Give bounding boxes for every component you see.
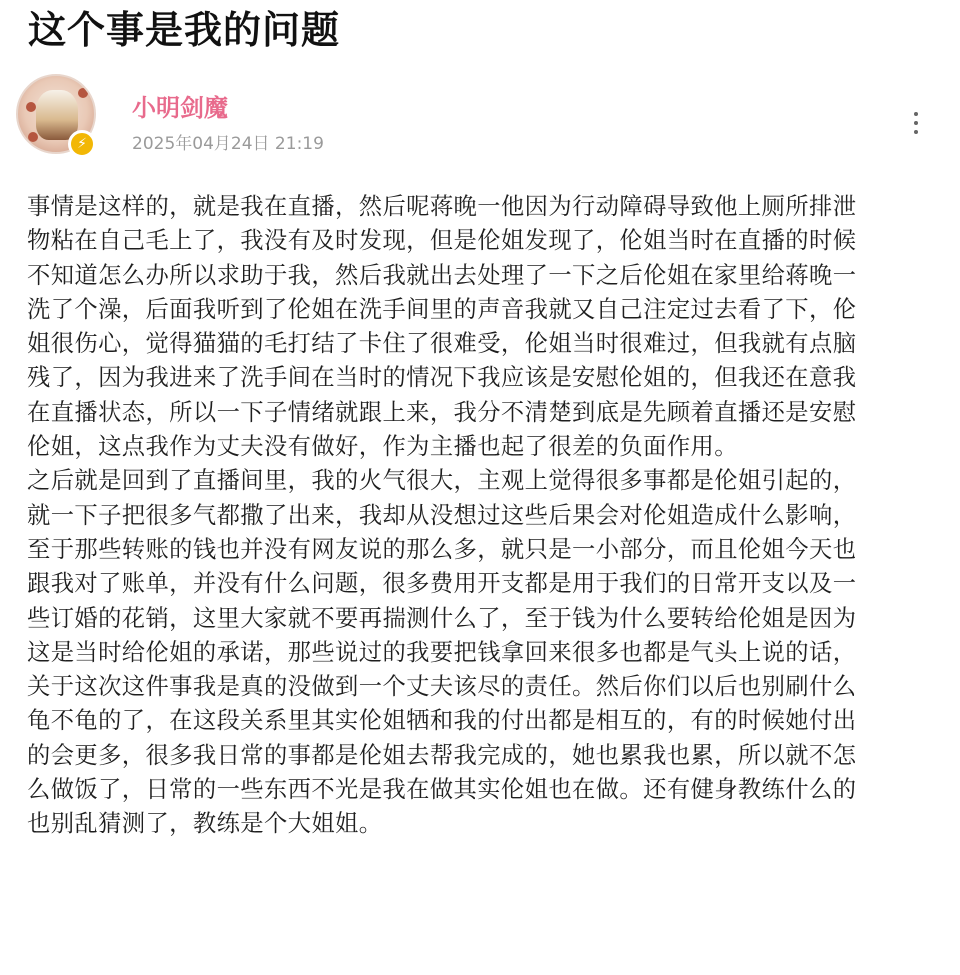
- body-line: 跟我对了账单，并没有什么问题，很多费用开支都是用于我们的日常开支以及一: [27, 570, 857, 598]
- lightning-badge-icon: ⚡: [68, 130, 96, 158]
- body-line: 龟不龟的了，在这段关系里其实伦姐牺和我的付出都是相互的，有的时候她付出: [27, 707, 857, 735]
- body-line: 残了，因为我进来了洗手间在当时的情况下我应该是安慰伦姐的，但我还在意我: [27, 364, 857, 392]
- author-name[interactable]: 小明剑魔: [132, 94, 228, 122]
- body-line: 不知道怎么办所以求助于我，然后我就出去处理了一下之后伦姐在家里给蒋晚一: [27, 261, 857, 289]
- body-line: 姐很伤心，觉得猫猫的毛打结了卡住了很难受，伦姐当时很难过，但我就有点脑: [27, 330, 857, 358]
- body-line: 的会更多，很多我日常的事都是伦姐去帮我完成的，她也累我也累，所以就不怎: [27, 741, 857, 769]
- body-line: 至于那些转账的钱也并没有网友说的那么多，就只是一小部分，而且伦姐今天也: [27, 535, 857, 563]
- avatar-decoration-icon: [26, 102, 36, 112]
- body-line: 物粘在自己毛上了，我没有及时发现，但是伦姐发现了，伦姐当时在直播的时候: [27, 227, 857, 255]
- body-line: 么做饭了，日常的一些东西不光是我在做其实伦姐也在做。还有健身教练什么的: [27, 776, 857, 804]
- post-timestamp: 2025年04月24日 21:19: [132, 134, 324, 154]
- post-title: 这个事是我的问题: [28, 8, 341, 52]
- body-line: 洗了个澡，后面我听到了伦姐在洗手间里的声音我就又自己注定过去看了下，伦: [27, 295, 857, 323]
- body-line: 关于这次这件事我是真的没做到一个丈夫该尽的责任。然后你们以后也别刷什么: [27, 673, 857, 701]
- body-line: 在直播状态，所以一下子情绪就跟上来，我分不清楚到底是先顾着直播还是安慰: [27, 398, 857, 426]
- avatar-decoration-icon: [28, 132, 38, 142]
- avatar-decoration-icon: [78, 88, 88, 98]
- avatar-figure-icon: [36, 90, 78, 140]
- body-line: 事情是这样的，就是我在直播，然后呢蒋晚一他因为行动障碍导致他上厕所排泄: [27, 193, 857, 220]
- body-line: 之后就是回到了直播间里，我的火气很大，主观上觉得很多事都是伦姐引起的，: [27, 467, 857, 495]
- body-line: 些订婚的花销，这里大家就不要再揣测什么了，至于钱为什么要转给伦姐是因为: [27, 604, 857, 632]
- more-vertical-icon[interactable]: [906, 108, 926, 140]
- post-body: [27, 190, 939, 842]
- body-line: 这是当时给伦姐的承诺，那些说过的我要把钱拿回来很多也都是气头上说的话，: [27, 638, 857, 666]
- body-line: 伦姐，这点我作为丈夫没有做好，作为主播也起了很差的负面作用。: [27, 433, 738, 461]
- body-line: 也别乱猜测了，教练是个大姐姐。: [27, 810, 383, 838]
- body-line: 就一下子把很多气都撒了出来，我却从没想过这些后果会对伦姐造成什么影响，: [27, 501, 857, 529]
